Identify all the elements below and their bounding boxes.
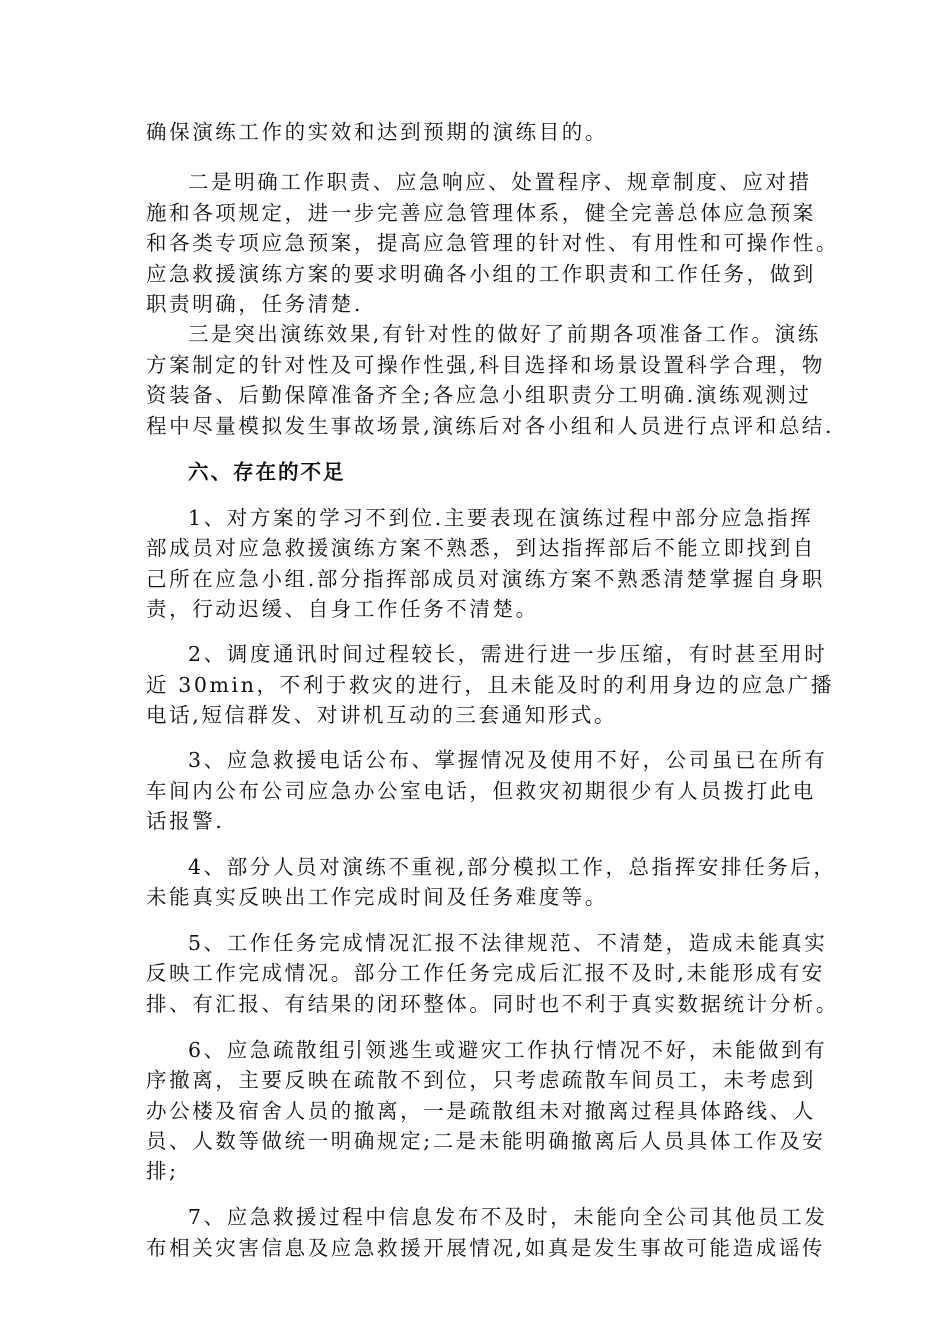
text-line: 排、有汇报、有结果的闭环整体。同时也不利于真实数据统计分析。 xyxy=(146,992,839,1016)
item-4-line-1: 4、部分人员对演练不重视,部分模拟工作，总指挥安排任务后， xyxy=(188,855,837,879)
text-line: 车间内公布公司应急办公室电话，但救灾初期很少有人员拨打此电 xyxy=(146,779,816,803)
text-line: 确保演练工作的实效和达到预期的演练目的。 xyxy=(146,120,608,144)
item-5-line-1: 5、工作任务完成情况汇报不法律规范、不清楚，造成未能真实 xyxy=(188,931,828,955)
text-line: 未能真实反映出工作完成时间及任务难度等。 xyxy=(146,885,608,909)
text-line: 方案制定的针对性及可操作性强,科目选择和场景设置科学合理，物 xyxy=(146,353,826,377)
text-line: 施和各项规定，进一步完善应急管理体系，健全完善总体应急预案 xyxy=(146,201,816,225)
text-line: 己所在应急小组.部分指挥部成员对演练方案不熟悉清楚掌握自身职 xyxy=(146,567,826,591)
text-line: 序撤离，主要反映在疏散不到位，只考虑疏散车间员工，未考虑到 xyxy=(146,1068,816,1092)
text-line: 程中尽量模拟发生事故场景,演练后对各小组和人员进行点评和总结. xyxy=(146,414,835,438)
item-6-line-1: 6、应急疏散组引领逃生或避灾工作执行情况不好，未能做到有 xyxy=(188,1038,828,1062)
text-line: 话报警. xyxy=(146,809,225,833)
text-line: 反映工作完成情况。部分工作任务完成后汇报不及时,未能形成有安 xyxy=(146,961,826,985)
text-line: 责，行动迟缓、自身工作任务不清楚。 xyxy=(146,597,539,621)
item-1-line-1: 1、对方案的学习不到位.主要表现在演练过程中部分应急指挥 xyxy=(188,506,814,530)
text-line: 应急救援演练方案的要求明确各小组的工作职责和工作任务，做到 xyxy=(146,262,816,286)
text-line: 办公楼及宿舍人员的撤离，一是疏散组未对撤离过程具体路线、人 xyxy=(146,1099,816,1123)
item-7-line-1: 7、应急救援过程中信息发布不及时，未能向全公司其他员工发 xyxy=(188,1205,828,1229)
paragraph-3-line-1: 三是突出演练效果,有针对性的做好了前期各项准备工作。演练 xyxy=(188,322,821,346)
item-3-line-1: 3、应急救援电话公布、掌握情况及使用不好，公司虽已在所有 xyxy=(188,748,828,772)
text-line: 职责明确，任务清楚. xyxy=(146,292,364,316)
text-line: 资装备、后勤保障准备齐全;各应急小组职责分工明确.演练观测过 xyxy=(146,383,812,407)
text-line: 和各类专项应急预案，提高应急管理的针对性、有用性和可操作性。 xyxy=(146,231,839,255)
item-2-line-1: 2、调度通讯时间过程较长，需进行进一步压缩，有时甚至用时 xyxy=(188,642,828,666)
section-heading: 六、存在的不足 xyxy=(188,460,346,484)
text-line: 排; xyxy=(146,1159,179,1183)
text-line: 员、人数等做统一明确规定;二是未能明确撤离后人员具体工作及安 xyxy=(146,1129,826,1153)
text-line: 布相关灾害信息及应急救援开展情况,如真是发生事故可能造成谣传 xyxy=(146,1236,826,1260)
text-line: 近 30min，不利于救灾的进行，且未能及时的利用身边的应急广播 xyxy=(146,673,834,697)
text-line: 部成员对应急救援演练方案不熟悉，到达指挥部后不能立即找到自 xyxy=(146,536,816,560)
paragraph-2-line-1: 二是明确工作职责、应急响应、处置程序、规章制度、应对措 xyxy=(188,170,812,194)
text-line: 电话,短信群发、对讲机互动的三套通知形式。 xyxy=(146,703,618,727)
